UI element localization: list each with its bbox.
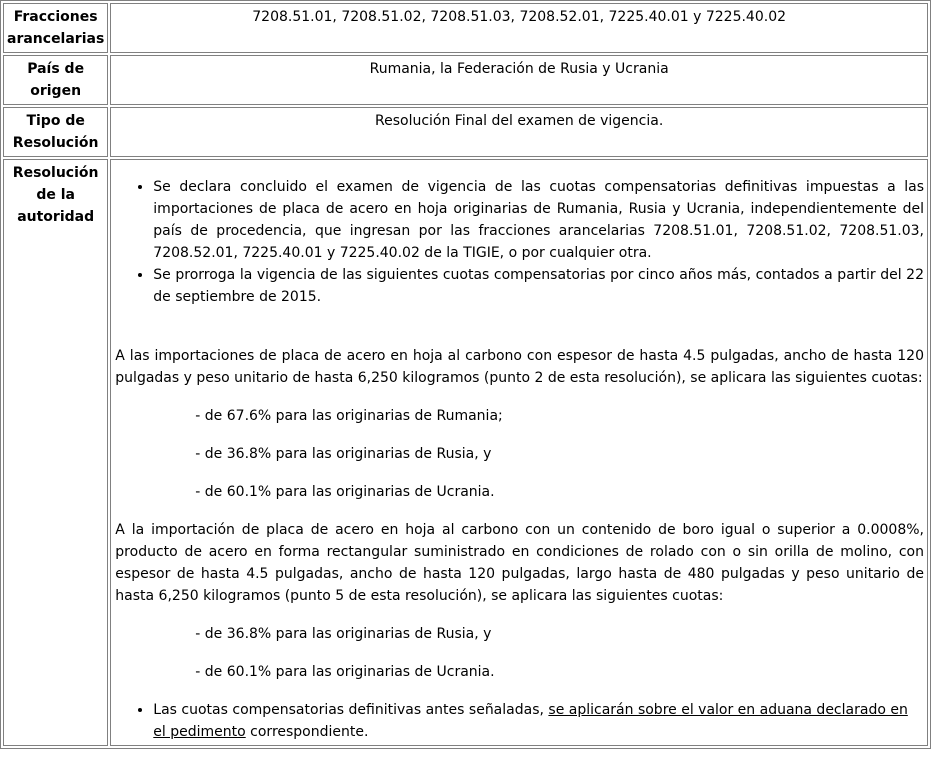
value-tipo: Resolución Final del examen de vigencia. xyxy=(110,107,928,157)
final-bullet-suffix: correspondiente. xyxy=(245,724,369,740)
label-fracciones: Fracciones arancelarias xyxy=(3,3,108,53)
bullet-item: • Se declara concluido el examen de vigencia de las cuotas compensatorias definitivas impuestas a las importaciones de placa de acero en hoja originarias de Rumania, Rusia y Ucrania, independientemente del país de procedencia, que ingresan por las fracciones arancelarias 7208.51.01, 7208.51.02, 7208.51.03, 7208.52.01, 7225.40.01 y 7225.40.02 de la TIGIE, o por cualquier otra. xyxy=(153,176,924,264)
resolution-bullets xyxy=(115,176,924,308)
row-resolucion xyxy=(3,159,928,746)
row-tipo xyxy=(3,107,928,157)
body-resolucion xyxy=(110,159,928,746)
final-bullet xyxy=(153,699,924,743)
rate-item: - de 60.1% para las originarias de Ucrania. xyxy=(195,484,495,500)
final-bullet-underlined: se aplicarán sobre el valor en aduana declarado en el pedimento xyxy=(153,702,908,740)
paragraph-cuotas-2: A la importación de placa de acero en hoja al carbono con un contenido de boro igual o superior a 0.0008%, producto de acero en forma rectangular suministrado en condiciones de rolado con o sin orilla de molino, con espesor de hasta 4.5 pulgadas, ancho de hasta 120 pulgadas, largo hasta de 480 pulgadas y peso unitario de hasta 6,250 kilogramos (punto 5 de esta resolución), se aplicara las siguientes cuotas: xyxy=(115,522,924,604)
label-resolucion: Resolución de la autoridad xyxy=(3,159,108,746)
label-pais: País de origen xyxy=(3,55,108,105)
final-bullet-prefix: Las cuotas compensatorias definitivas antes señaladas, xyxy=(153,702,549,718)
paragraph-cuotas-1: A las importaciones de placa de acero en hoja al carbono con espesor de hasta 4.5 pulgadas, ancho de hasta 120 pulgadas y peso unitario de hasta 6,250 kilogramos (punto 2 de esta resolución), se aplicara las siguientes cuotas: xyxy=(115,348,924,386)
value-fracciones: 7208.51.01, 7208.51.02, 7208.51.03, 7208.52.01, 7225.40.01 y 7225.40.02 xyxy=(110,3,928,53)
label-tipo: Tipo de Resolución xyxy=(3,107,108,157)
rate-item: - de 67.6% para las originarias de Rumania; xyxy=(195,408,503,424)
rate-item: - de 36.8% para las originarias de Rusia, y xyxy=(195,446,492,462)
final-bullet-list xyxy=(115,699,924,743)
rate-item: - de 60.1% para las originarias de Ucrania. xyxy=(195,664,495,680)
row-pais xyxy=(3,55,928,105)
value-pais: Rumania, la Federación de Rusia y Ucrania xyxy=(110,55,928,105)
bullet-item: • Se prorroga la vigencia de las siguientes cuotas compensatorias por cinco años más, contados a partir del 22 de septiembre de 2015. xyxy=(153,264,924,308)
rates-list-2 xyxy=(115,623,924,683)
row-fracciones xyxy=(3,3,928,53)
rate-item: - de 36.8% para las originarias de Rusia, y xyxy=(195,626,492,642)
rates-list-1 xyxy=(115,405,924,503)
